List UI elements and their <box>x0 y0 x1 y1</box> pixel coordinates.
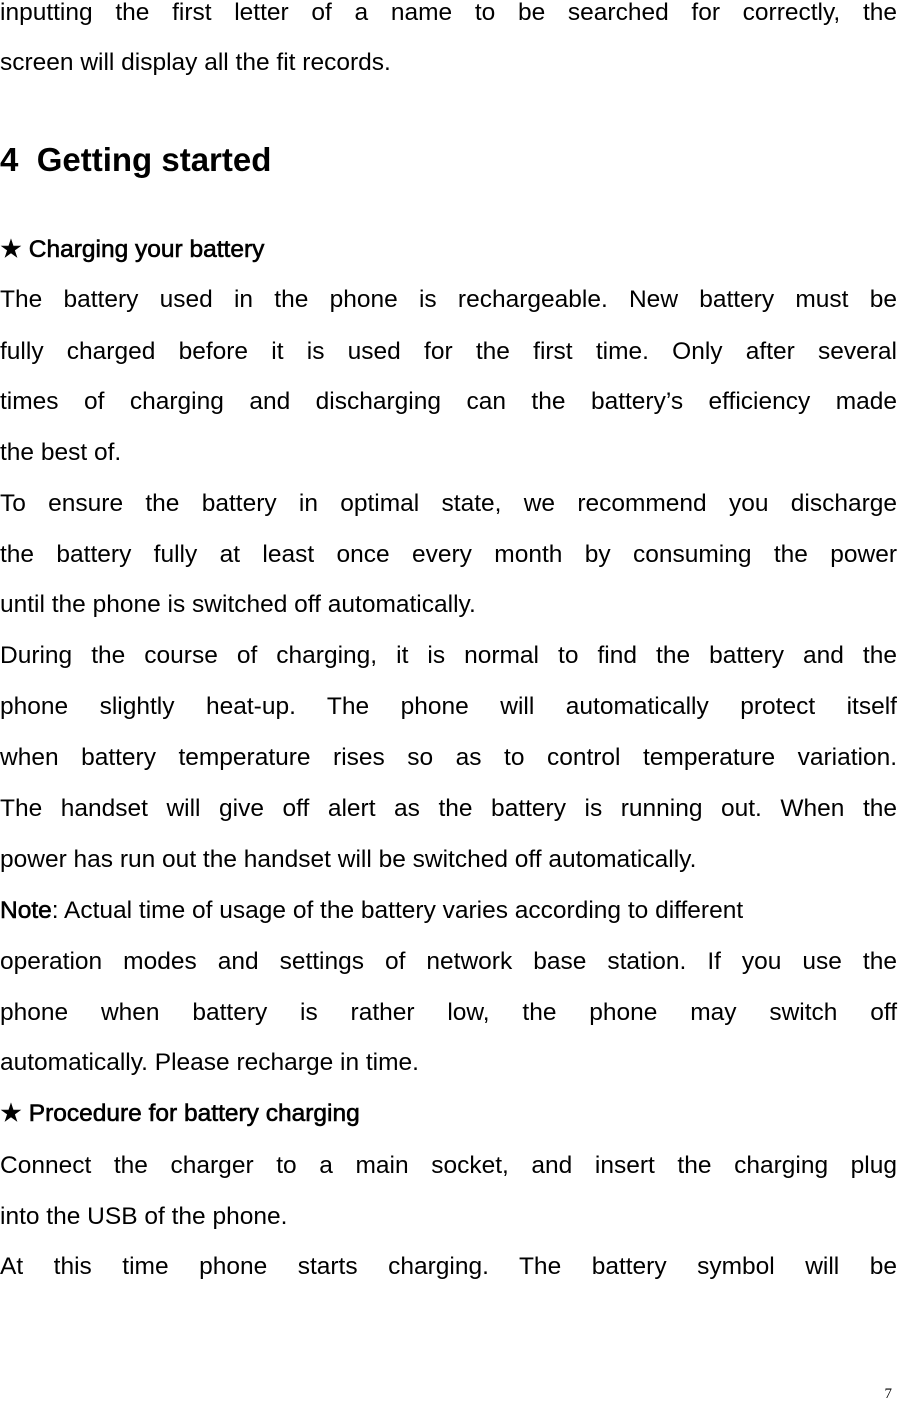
charging-p4-line-2: power has run out the handset will be switched off automatically. <box>0 846 697 873</box>
charging-p3-line-1: During the course of charging, it is normal to find the battery and the <box>0 642 897 669</box>
charging-p3-line-2: phone slightly heat-up. The phone will automatically protect itself <box>0 693 897 720</box>
charging-p1-line-1: The battery used in the phone is rechargeable. New battery must be <box>0 286 897 313</box>
charging-p4-line-1: The handset will give off alert as the battery is running out. When the <box>0 795 897 822</box>
charging-heading: ★ Charging your battery <box>0 236 265 263</box>
note-text: : Actual time of usage of the battery varies according to different <box>51 897 744 924</box>
procedure-p1-line-1: Connect the charger to a main socket, and insert the charging plug <box>0 1152 897 1179</box>
charging-p1-line-3: times of charging and discharging can the battery’s efficiency made <box>0 388 897 415</box>
procedure-p1-line-2: into the USB of the phone. <box>0 1203 288 1230</box>
note-label: Note <box>0 897 52 924</box>
section-title: Getting started <box>36 141 272 178</box>
note-line-3: phone when battery is rather low, the phone may switch off <box>0 999 897 1026</box>
procedure-heading: ★ Procedure for battery charging <box>0 1100 360 1127</box>
charging-p1-line-4: the best of. <box>0 439 122 466</box>
section-heading <box>0 140 271 180</box>
section-number: 4 <box>0 141 19 178</box>
note-line-4: automatically. Please recharge in time. <box>0 1049 419 1076</box>
charging-p2-line-1: To ensure the battery in optimal state, we recommend you discharge <box>0 490 897 517</box>
page-number: 7 <box>884 1386 892 1402</box>
note-line-1 <box>0 896 897 926</box>
procedure-p2-line-1: At this time phone starts charging. The battery symbol will be <box>0 1253 897 1280</box>
charging-p1-line-2: fully charged before it is used for the first time. Only after several <box>0 338 897 365</box>
intro-line-2: screen will display all the fit records. <box>0 49 391 76</box>
charging-p2-line-3: until the phone is switched off automatically. <box>0 591 476 618</box>
charging-p2-line-2: the battery fully at least once every month by consuming the power <box>0 541 897 568</box>
note-line-2: operation modes and settings of network base station. If you use the <box>0 948 897 975</box>
intro-line-1: inputting the first letter of a name to be searched for correctly, the <box>0 0 897 26</box>
charging-p3-line-3: when battery temperature rises so as to control temperature variation. <box>0 744 897 771</box>
